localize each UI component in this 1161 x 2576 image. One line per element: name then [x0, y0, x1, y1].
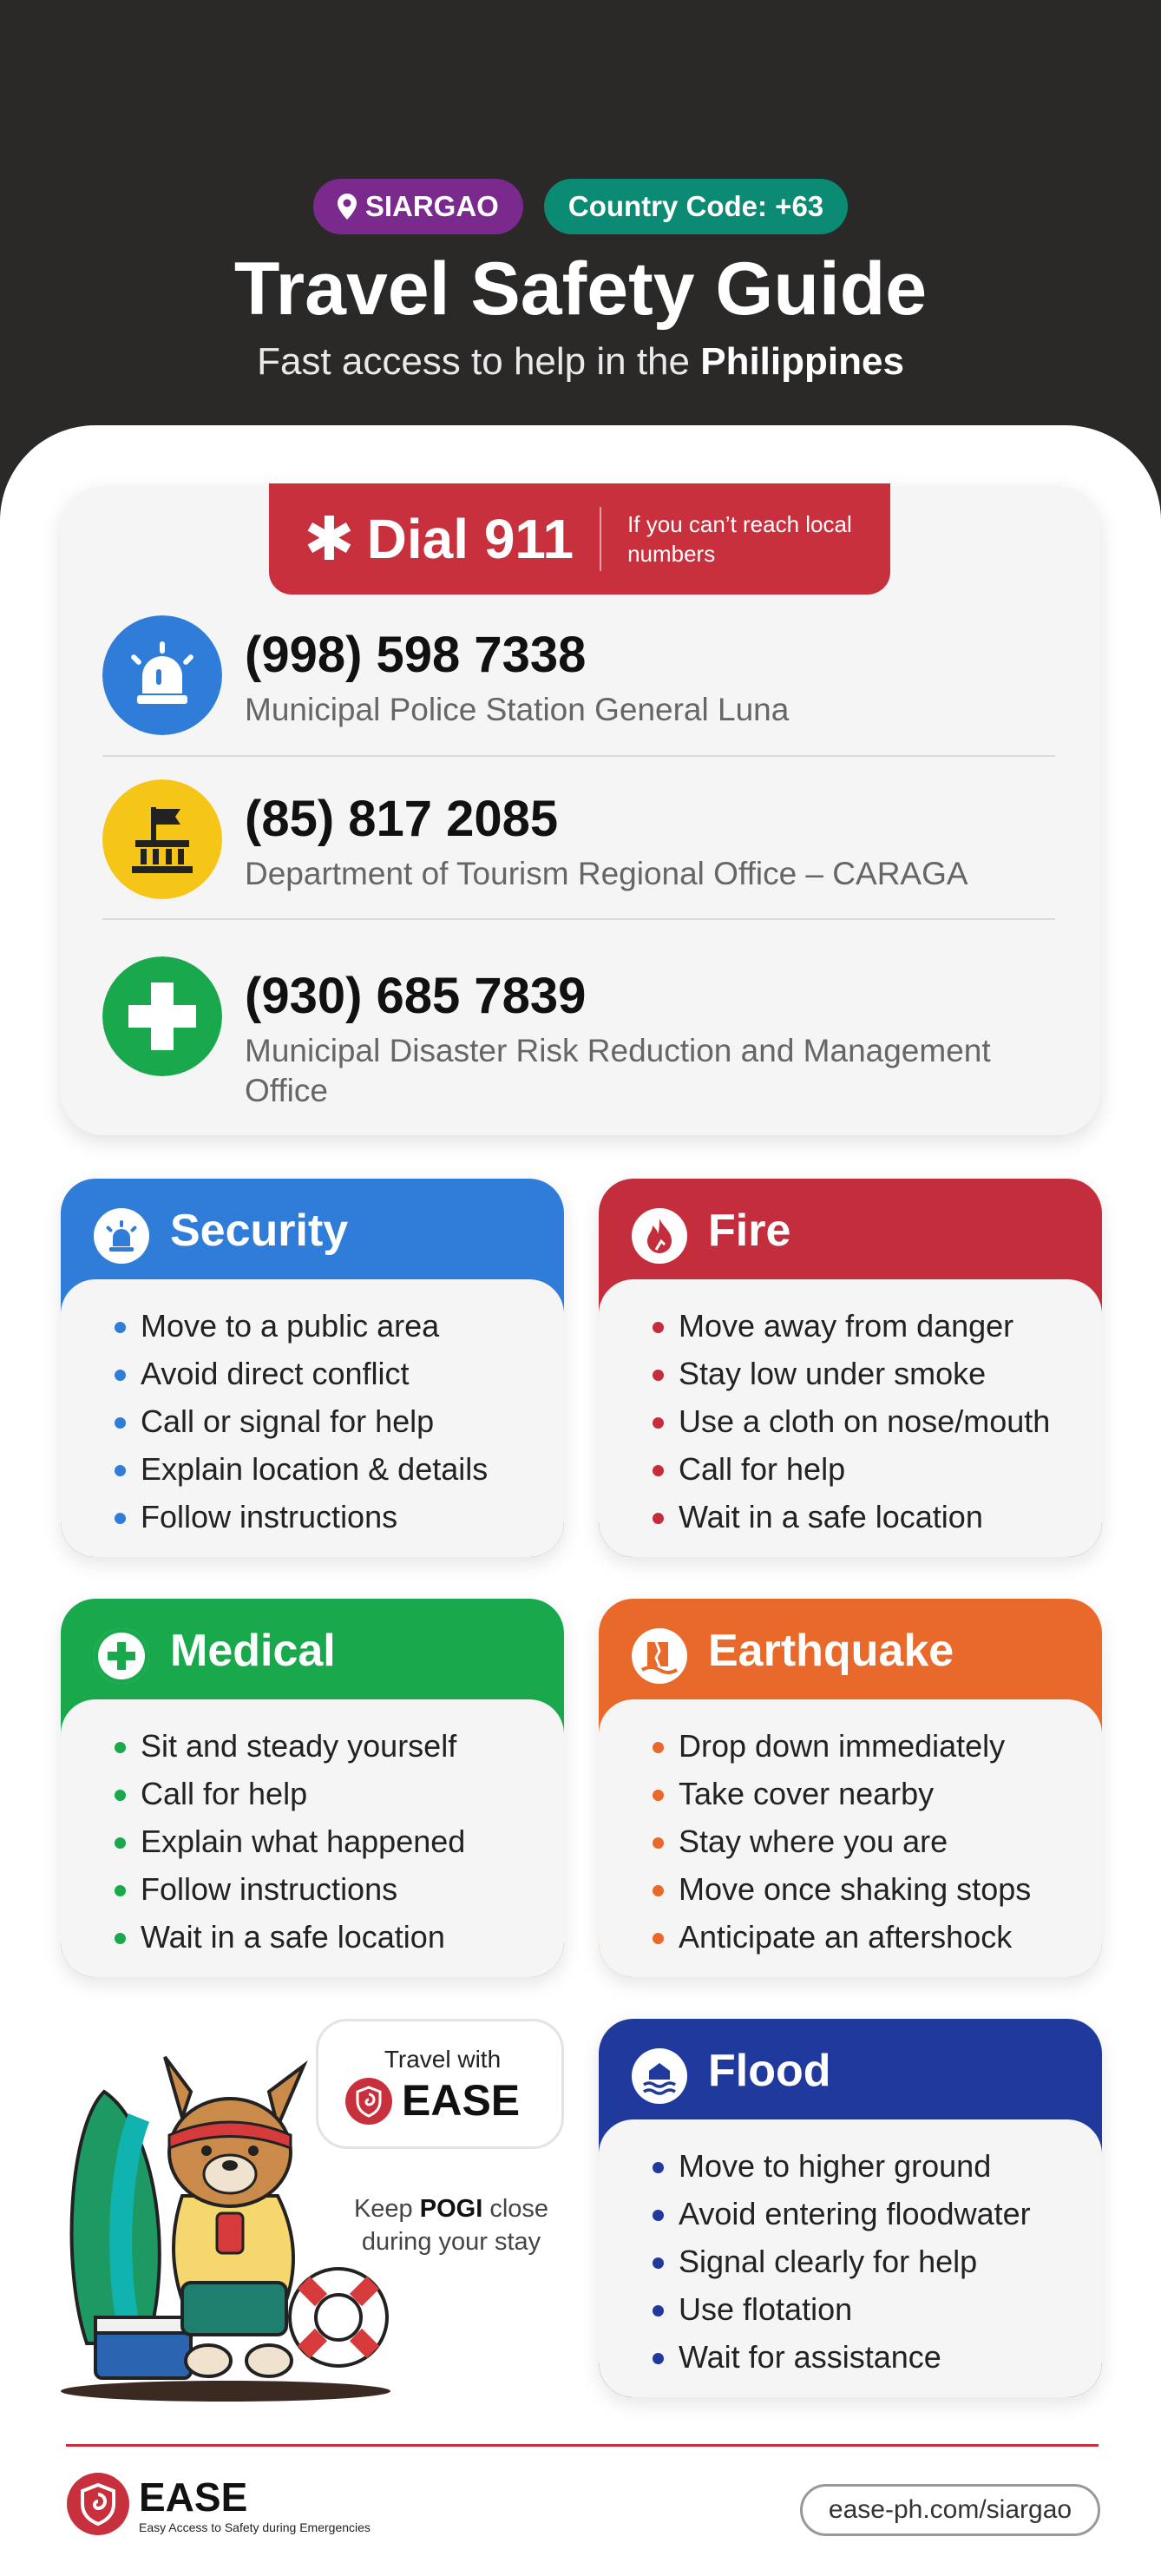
country-code-badge: Country Code: +63	[544, 179, 848, 234]
list-item: Signal clearly for help	[653, 2238, 1031, 2285]
footer-url-link[interactable]: ease-ph.com/siargao	[800, 2484, 1100, 2536]
contact-police[interactable]	[102, 615, 1057, 737]
list-item: Avoid entering floodwater	[653, 2190, 1031, 2238]
list-item: Drop down immediately	[653, 1722, 1031, 1770]
contact-description: Municipal Disaster Risk Reduction and Management Office	[245, 1033, 991, 1108]
ease-logo-icon	[66, 2472, 130, 2536]
medical-list	[115, 1722, 465, 1961]
subtitle-country: Philippines	[700, 340, 904, 383]
security-list-panel	[61, 1279, 564, 1557]
mascot-name: POGI	[419, 2195, 483, 2223]
list-item: Call or signal for help	[115, 1397, 488, 1445]
police-siren-icon	[102, 615, 222, 735]
contact-disaster-office[interactable]	[102, 956, 1057, 1108]
list-item: Call for help	[653, 1445, 1050, 1493]
medical-cross-icon	[94, 1628, 149, 1684]
medical-cross-icon	[102, 956, 222, 1076]
keep-pogi-text	[330, 2192, 573, 2258]
keep-prefix: Keep	[353, 2195, 413, 2223]
security-list	[115, 1302, 488, 1541]
earthquake-list-panel	[599, 1699, 1102, 1977]
fire-card	[599, 1179, 1102, 1557]
contact-tourism[interactable]	[102, 779, 1057, 901]
dial-divider	[600, 507, 601, 571]
flood-list	[653, 2142, 1031, 2381]
fire-list-panel	[599, 1279, 1102, 1557]
list-item: Move to higher ground	[653, 2142, 1031, 2190]
list-item: Use flotation	[653, 2285, 1031, 2333]
list-item: Move away from danger	[653, 1302, 1050, 1350]
security-card	[61, 1179, 564, 1557]
subtitle-prefix: Fast access to help in the	[257, 340, 690, 383]
list-item: Explain what happened	[115, 1817, 465, 1865]
tourism-office-icon	[102, 779, 222, 899]
earthquake-card	[599, 1599, 1102, 1977]
header	[0, 0, 1161, 434]
list-item: Call for help	[115, 1770, 465, 1817]
header-pills	[0, 179, 1161, 234]
location-badge	[313, 179, 523, 234]
contact-number[interactable]: (998) 598 7338	[245, 627, 587, 683]
footer-tagline: Easy Access to Safety during Emergencies	[139, 2520, 371, 2534]
keep-suffix: close during your stay	[361, 2195, 549, 2256]
list-item: Move to a public area	[115, 1302, 488, 1350]
list-item: Take cover nearby	[653, 1770, 1031, 1817]
map-pin-icon	[338, 194, 357, 220]
list-item: Follow instructions	[115, 1493, 488, 1541]
footer-divider	[66, 2444, 1099, 2447]
travel-with-label: Travel with	[384, 2046, 502, 2073]
dial-911-label: Dial 911	[366, 508, 574, 570]
medical-card	[61, 1599, 564, 1977]
fire-list	[653, 1302, 1050, 1541]
travel-with-ease-bubble	[316, 2019, 564, 2149]
list-item: Use a cloth on nose/mouth	[653, 1397, 1050, 1445]
list-item: Follow instructions	[115, 1865, 465, 1913]
security-title: Security	[170, 1206, 349, 1256]
flood-icon	[632, 2048, 687, 2104]
location-label: SIARGAO	[364, 190, 499, 222]
flood-title: Flood	[708, 2046, 831, 2096]
list-item: Anticipate an aftershock	[653, 1913, 1031, 1961]
list-item: Move once shaking stops	[653, 1865, 1031, 1913]
ease-shield-icon	[344, 2077, 393, 2126]
contact-number[interactable]: (930) 685 7839	[245, 968, 587, 1024]
medical-title: Medical	[170, 1626, 336, 1676]
earthquake-title: Earthquake	[708, 1626, 954, 1676]
dial-911-banner[interactable]	[269, 483, 890, 595]
medical-list-panel	[61, 1699, 564, 1977]
list-item: Sit and steady yourself	[115, 1722, 465, 1770]
page-title: Travel Safety Guide	[233, 247, 928, 331]
fire-icon	[632, 1208, 687, 1264]
contact-number[interactable]: (85) 817 2085	[245, 791, 559, 847]
list-item: Stay where you are	[653, 1817, 1031, 1865]
page-subtitle	[0, 340, 1161, 384]
list-item: Wait in a safe location	[115, 1913, 465, 1961]
flood-card	[599, 2019, 1102, 2397]
siren-icon	[94, 1208, 149, 1264]
contact-divider	[102, 918, 1055, 920]
list-item: Explain location & details	[115, 1445, 488, 1493]
list-item: Wait for assistance	[653, 2333, 1031, 2381]
bubble-brand: EASE	[402, 2076, 521, 2125]
contact-description: Municipal Police Station General Luna	[245, 692, 790, 727]
list-item: Stay low under smoke	[653, 1350, 1050, 1397]
list-item: Wait in a safe location	[653, 1493, 1050, 1541]
earthquake-icon	[632, 1628, 687, 1684]
earthquake-list	[653, 1722, 1031, 1961]
footer-brand: EASE	[139, 2474, 248, 2520]
contact-description: Department of Tourism Regional Office – CARAGA	[245, 856, 968, 891]
asterisk-icon: ✱	[304, 505, 355, 573]
list-item: Avoid direct conflict	[115, 1350, 488, 1397]
contact-divider	[102, 755, 1055, 757]
dial-911-note: If you can’t reach local numbers	[627, 511, 852, 567]
flood-list-panel	[599, 2119, 1102, 2397]
fire-title: Fire	[708, 1206, 791, 1256]
